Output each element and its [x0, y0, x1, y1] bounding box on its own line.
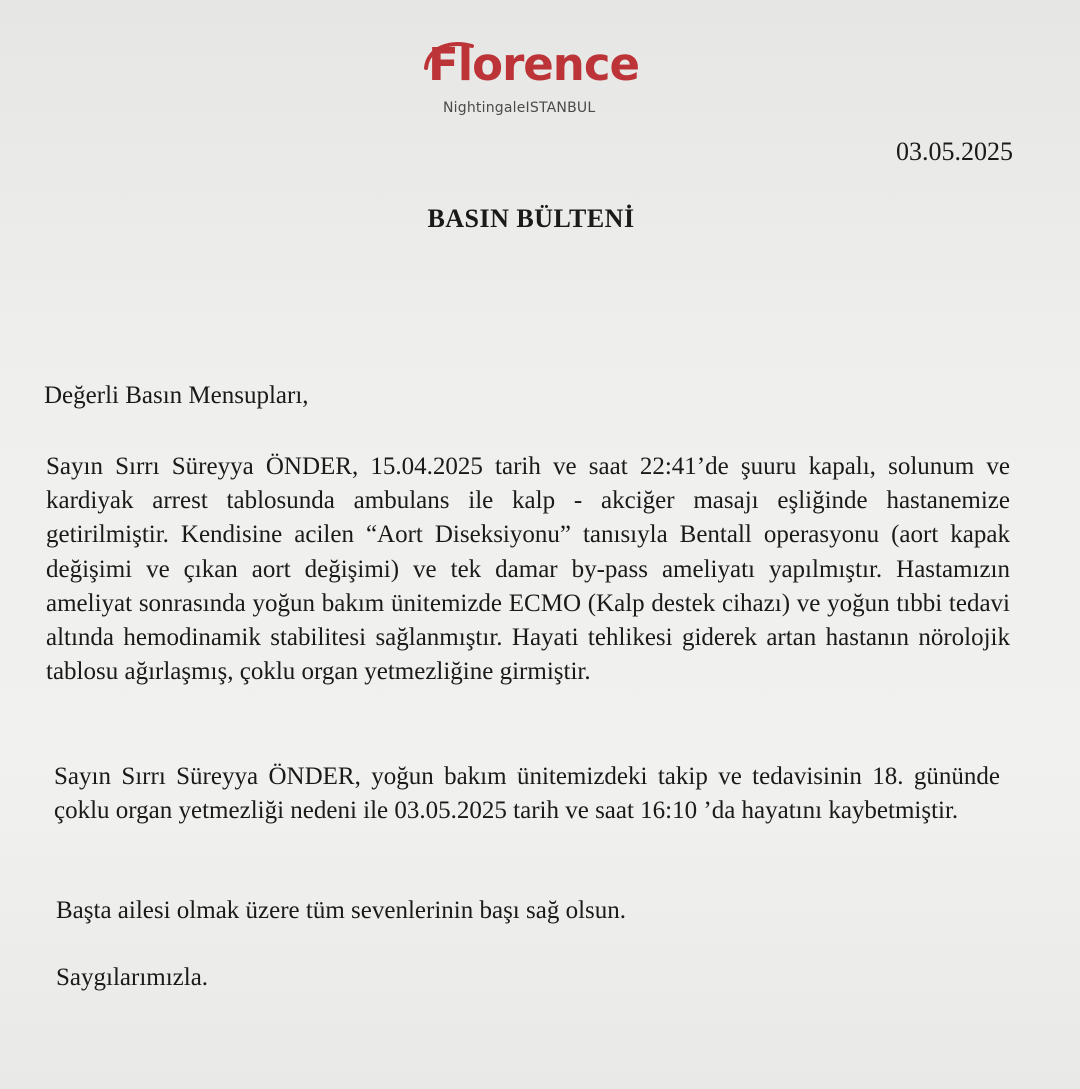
document-title: BASIN BÜLTENİ: [427, 204, 635, 233]
closing-regards: Saygılarımızla.: [56, 964, 209, 991]
paragraph-death: Sayın Sırrı Süreyya ÖNDER, yoğun bakım ünitemizdeki takip ve tedavisinin 18. gününde çoklu organ yetmezliği nedeni ile 03.05.2025 tarih ve saat 16:10 ’da hayatını kaybetmiştir.: [54, 763, 1000, 825]
hospital-logo: [418, 36, 648, 126]
document-date: 03.05.2025: [896, 137, 1013, 166]
logo-subtitle: NightingaleISTANBUL: [443, 100, 596, 116]
salutation: Değerli Basın Mensupları,: [44, 382, 309, 409]
paragraph-admission: Sayın Sırrı Süreyya ÖNDER, 15.04.2025 tarih ve saat 22:41’de şuuru kapalı, solunum ve kardiyak arrest tablosunda ambulans ile kalp - akciğer masajı eşliğinde hastanemize getirilmiştir. Kendisine acilen “Aort Diseksiyonu” tanısıyla Bentall operasyonu (aort kapak değişimi ve çıkan aort değişimi) ve tek damar by-pass ameliyatı yapılmıştır. Hastamızın ameliyat sonrasında yoğun bakım ünitemizde ECMO (Kalp destek cihazı) ve yoğun tıbbi tedavi altında hemodinamik stabilitesi sağlanmıştır. Hayati tehlikesi giderek artan hastanın nörolojik tablosu ağırlaşmış, çoklu organ yetmezliğine girmiştir.: [46, 453, 1010, 686]
paragraph-condolence: Başta ailesi olmak üzere tüm sevenlerinin başı sağ olsun.: [56, 897, 626, 924]
logo-wordmark: Florence: [428, 38, 640, 91]
